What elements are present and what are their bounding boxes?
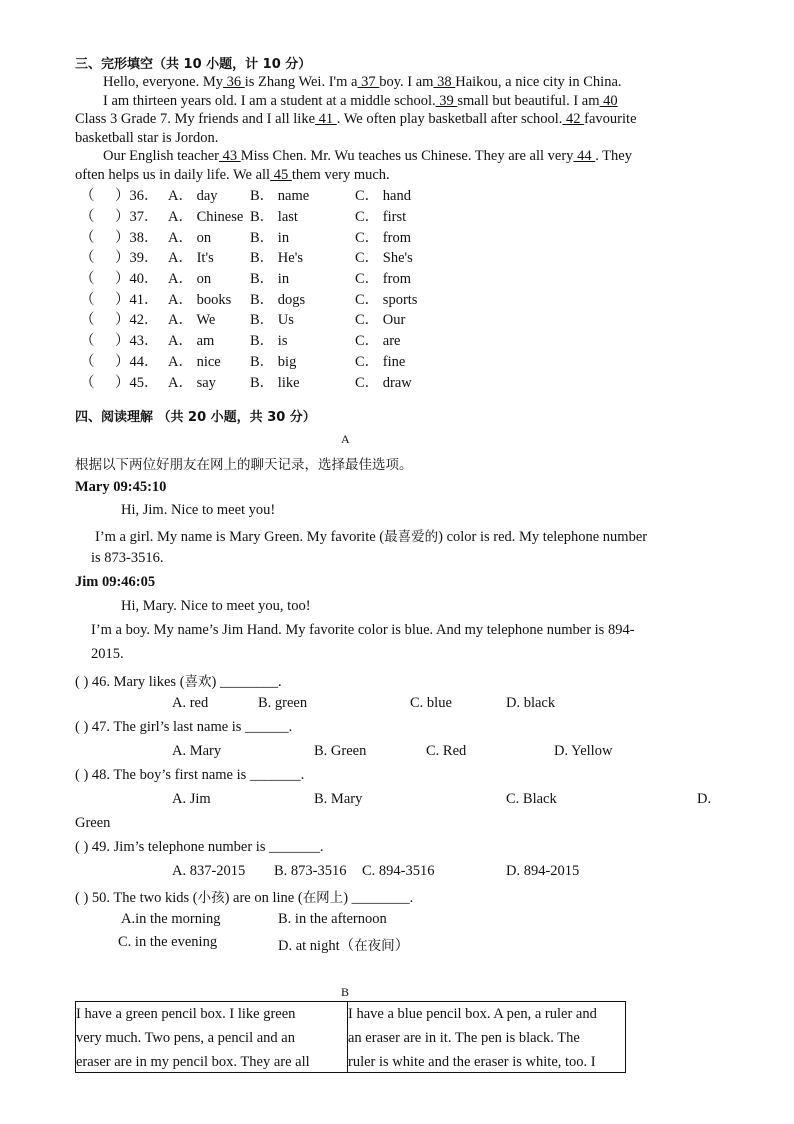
- option-a: A． Chinese: [168, 209, 244, 225]
- section3-title: 三、完形填空（共 10 小题，计 10 分）: [75, 57, 312, 72]
- jim-message-line1: I’m a boy. My name’s Jim Hand. My favorite color is blue. And my telephone number is 894-: [91, 622, 635, 638]
- option-c: C． from: [355, 271, 411, 287]
- passage-line: I have a blue pencil box. A pen, a ruler and: [348, 1006, 597, 1022]
- option-a: A． on: [168, 271, 212, 287]
- blank-45[interactable]: 45: [270, 166, 292, 183]
- option-c: C． Our: [355, 312, 406, 328]
- blank-41[interactable]: 41: [315, 111, 337, 127]
- blank-40[interactable]: 40: [599, 92, 618, 109]
- q48-option-d-continued[interactable]: Green: [75, 815, 111, 831]
- part-b-passage-table: [75, 1001, 626, 1073]
- blank-43[interactable]: 43: [218, 148, 241, 164]
- option-number: ）36．: [115, 188, 159, 204]
- q50-option-b[interactable]: B. in the afternoon: [278, 911, 387, 927]
- blank-42[interactable]: 42: [562, 111, 585, 127]
- answer-paren[interactable]: （: [80, 271, 95, 287]
- blank-38[interactable]: 38: [433, 74, 456, 90]
- answer-paren[interactable]: （: [80, 230, 95, 246]
- passage-line-2: I am thirteen years old. I am a student at a middle school. 39 small but beautiful. I am 40: [103, 92, 618, 109]
- part-a-instruction: 根据以下两位好朋友在网上的聊天记录，选择最佳选项。: [75, 457, 413, 473]
- option-number: ）43．: [115, 333, 159, 349]
- option-number: ）40．: [115, 271, 159, 287]
- answer-paren[interactable]: （: [80, 333, 95, 349]
- answer-paren[interactable]: （: [80, 188, 95, 204]
- passage-line-6: often helps us in daily life. We all 45 them very much.: [75, 166, 390, 183]
- option-number: ）45．: [115, 375, 159, 391]
- option-b: B． in: [250, 271, 290, 287]
- q48-option-c[interactable]: C. Black: [506, 791, 557, 807]
- option-a: A． books: [168, 292, 232, 308]
- option-number: ）41．: [115, 292, 159, 308]
- q50-option-d[interactable]: D. at night（在夜间）: [278, 938, 410, 954]
- option-b: B． He's: [250, 250, 303, 266]
- question-46-stem: ( ) 46. Mary likes (喜欢) ________.: [75, 674, 282, 690]
- blank-39[interactable]: 39: [435, 92, 458, 109]
- option-b: B． Us: [250, 312, 294, 328]
- mary-header: Mary 09:45:10: [75, 479, 167, 495]
- answer-paren[interactable]: （: [80, 250, 95, 266]
- option-number: ）38．: [115, 230, 159, 246]
- option-number: ）44．: [115, 354, 159, 370]
- q46-option-b[interactable]: B. green: [258, 695, 308, 711]
- section4-title: 四、阅读理解 （共 20 小题，共 30 分）: [75, 410, 316, 425]
- option-c: C． first: [355, 209, 407, 225]
- blank-44[interactable]: 44: [573, 148, 596, 164]
- option-c: C． She's: [355, 250, 413, 266]
- option-number: ）39．: [115, 250, 159, 266]
- passage-column-2: [348, 1002, 626, 1073]
- answer-paren[interactable]: （: [80, 292, 95, 308]
- option-c: C． are: [355, 333, 401, 349]
- part-a-label: A: [341, 432, 350, 446]
- passage-line-1: Hello, everyone. My 36 is Zhang Wei. I'm a 37 boy. I am 38 Haikou, a nice city in China.: [103, 74, 622, 90]
- option-c: C． hand: [355, 188, 411, 204]
- passage-line: I have a green pencil box. I like green: [76, 1006, 296, 1022]
- question-48-stem: ( ) 48. The boy’s first name is _______.: [75, 767, 305, 783]
- option-c: C． fine: [355, 354, 406, 370]
- option-c: C． from: [355, 230, 411, 246]
- part-b-label: B: [341, 985, 350, 999]
- passage-line-3: Class 3 Grade 7. My friends and I all like 41 . We often play basketball after school. 42 favourite: [75, 111, 637, 127]
- passage-column-1: [76, 1002, 348, 1073]
- option-b: B． is: [250, 333, 288, 349]
- option-a: A． It's: [168, 250, 214, 266]
- q49-option-a[interactable]: A. 837-2015: [172, 863, 246, 879]
- answer-paren[interactable]: （: [80, 375, 95, 391]
- q46-option-c[interactable]: C. blue: [410, 695, 452, 711]
- option-b: B． name: [250, 188, 310, 204]
- question-47-stem: ( ) 47. The girl’s last name is ______.: [75, 719, 293, 735]
- q47-option-d[interactable]: D. Yellow: [554, 743, 613, 759]
- q48-option-d[interactable]: D.: [697, 791, 712, 807]
- option-c: C． draw: [355, 375, 412, 391]
- mary-greeting: Hi, Jim. Nice to meet you!: [121, 502, 276, 518]
- q46-option-a[interactable]: A. red: [172, 695, 209, 711]
- option-a: A． We: [168, 312, 216, 328]
- passage-line: eraser are in my pencil box. They are all: [76, 1054, 310, 1070]
- option-a: A． nice: [168, 354, 221, 370]
- option-a: A． say: [168, 375, 216, 391]
- option-b: B． dogs: [250, 292, 306, 308]
- q50-option-c[interactable]: C. in the evening: [118, 934, 218, 950]
- cloze-passage: [75, 73, 725, 184]
- blank-36[interactable]: 36: [223, 74, 245, 90]
- q46-option-d[interactable]: D. black: [506, 695, 556, 711]
- mary-message-line1: I’m a girl. My name is Mary Green. My favorite (最喜爱的) color is red. My telephone number: [95, 529, 648, 545]
- question-49-stem: ( ) 49. Jim’s telephone number is _______.: [75, 839, 324, 855]
- answer-paren[interactable]: （: [80, 312, 95, 328]
- q48-option-b[interactable]: B. Mary: [314, 791, 363, 807]
- passage-line-4: basketball star is Jordon.: [75, 129, 219, 146]
- answer-paren[interactable]: （: [80, 209, 95, 225]
- q49-option-c[interactable]: C. 894-3516: [362, 863, 435, 879]
- jim-header: Jim 09:46:05: [75, 574, 156, 590]
- option-a: A． day: [168, 188, 218, 204]
- passage-line: ruler is white and the eraser is white, too. I: [348, 1054, 596, 1070]
- jim-greeting: Hi, Mary. Nice to meet you, too!: [121, 598, 311, 614]
- option-c: C． sports: [355, 292, 418, 308]
- answer-paren[interactable]: （: [80, 354, 95, 370]
- jim-message-line2: 2015.: [91, 646, 124, 662]
- question-50-stem: ( ) 50. The two kids (小孩) are on line (在网上) ________.: [75, 890, 414, 906]
- option-a: A． am: [168, 333, 215, 349]
- q48-option-a[interactable]: A. Jim: [172, 791, 211, 807]
- q49-option-b[interactable]: B. 873-3516: [274, 863, 347, 879]
- passage-line: very much. Two pens, a pencil and an: [76, 1030, 295, 1046]
- option-number: ）37．: [115, 209, 159, 225]
- option-number: ）42．: [115, 312, 159, 328]
- passage-line-5: Our English teacher 43 Miss Chen. Mr. Wu teaches us Chinese. They are all very 44 . They: [103, 148, 632, 164]
- q47-option-b[interactable]: B. Green: [314, 743, 367, 759]
- option-a: A． on: [168, 230, 212, 246]
- q47-option-a[interactable]: A. Mary: [172, 743, 222, 759]
- option-b: B． in: [250, 230, 290, 246]
- passage-line: an eraser are in it. The pen is black. The: [348, 1030, 580, 1046]
- q50-option-a[interactable]: A.in the morning: [121, 911, 221, 927]
- option-b: B． last: [250, 209, 298, 225]
- mary-message-line2: is 873-3516.: [91, 550, 164, 566]
- q47-option-c[interactable]: C. Red: [426, 743, 467, 759]
- option-b: B． like: [250, 375, 300, 391]
- blank-37[interactable]: 37: [357, 74, 380, 90]
- q49-option-d[interactable]: D. 894-2015: [506, 863, 580, 879]
- option-b: B． big: [250, 354, 297, 370]
